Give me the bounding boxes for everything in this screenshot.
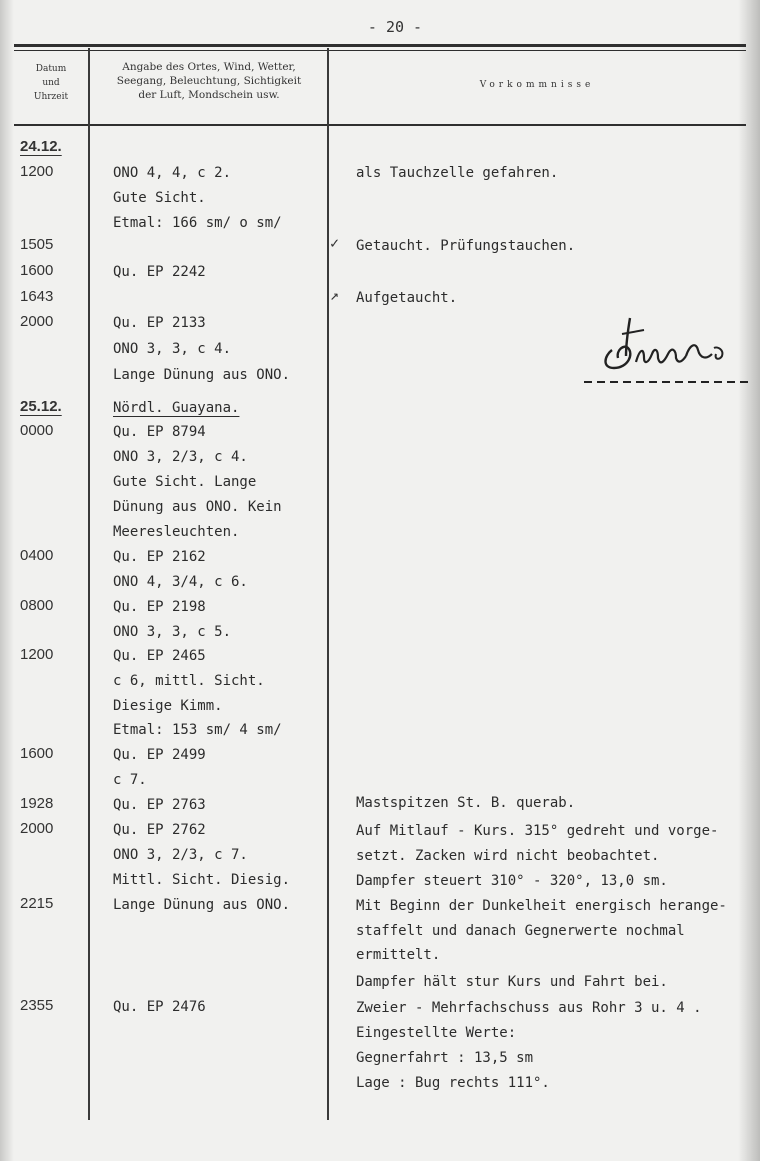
location-line: Dünung aus ONO. Kein	[113, 499, 282, 515]
time-entry: 2000	[20, 313, 54, 330]
location-line: Qu. EP 2476	[113, 999, 206, 1015]
event-line: ermittelt.	[356, 947, 441, 963]
location-line: Qu. EP 2133	[113, 315, 206, 331]
page-edge-shadow-right	[738, 0, 760, 1161]
event-line: Mastspitzen St. B. querab.	[356, 795, 576, 811]
event-line: Zweier - Mehrfachschuss aus Rohr 3 u. 4 .	[356, 1000, 702, 1016]
header-ort-line-1: Angabe des Ortes, Wind, Wetter,	[122, 61, 296, 73]
location-line: ONO 4, 3/4, c 6.	[113, 574, 248, 590]
arrow-mark-icon: ↗	[330, 286, 340, 304]
location-line: Mittl. Sicht. Diesig.	[113, 872, 291, 888]
location-line: Diesige Kimm.	[113, 698, 223, 714]
event-line: Auf Mitlauf - Kurs. 315° gedreht und vorge-	[356, 823, 719, 839]
event-line: Getaucht. Prüfungstauchen.	[356, 238, 576, 254]
event-line: Mit Beginn der Dunkelheit energisch herange-	[356, 898, 727, 914]
location-line: Qu. EP 2242	[113, 264, 206, 280]
time-entry: 1600	[20, 262, 54, 279]
header-datum-uhrzeit	[18, 62, 84, 104]
top-rule-thin	[14, 50, 746, 51]
time-entry: 1928	[20, 795, 54, 812]
page-number: - 20 -	[367, 18, 423, 36]
event-line: staffelt und danach Gegnerwerte nochmal	[356, 923, 685, 939]
location-line: Qu. EP 2499	[113, 747, 206, 763]
event-line: Gegnerfahrt : 13,5 sm	[356, 1050, 534, 1066]
time-entry: 1643	[20, 288, 54, 305]
time-entry: 1200	[20, 646, 54, 663]
column-divider-2	[327, 48, 329, 1120]
location-line: Qu. EP 2465	[113, 648, 206, 664]
header-datum: Datum	[35, 64, 67, 74]
location-line: ONO 4, 4, c 2.	[113, 165, 232, 181]
top-rule	[14, 44, 746, 47]
location-line: Gute Sicht.	[113, 190, 206, 206]
time-entry: 0000	[20, 422, 54, 439]
location-line: Meeresleuchten.	[113, 524, 240, 540]
location-region-title: Nördl. Guayana.	[113, 400, 240, 416]
header-ort-line-2: Seegang, Beleuchtung, Sichtigkeit	[116, 75, 302, 87]
header-ort-line-3: der Luft, Mondschein usw.	[138, 89, 280, 101]
time-entry: 0400	[20, 547, 54, 564]
date-24-12: 24.12.	[20, 138, 62, 155]
header-rule	[14, 124, 746, 126]
location-line: c 7.	[113, 772, 147, 788]
event-line: Dampfer steuert 310° - 320°, 13,0 sm.	[356, 873, 668, 889]
time-entry: 2215	[20, 895, 54, 912]
location-line: Gute Sicht. Lange	[113, 474, 257, 490]
time-entry: 2000	[20, 820, 54, 837]
location-line: Etmal: 166 sm/ o sm/	[113, 215, 282, 231]
event-line: Dampfer hält stur Kurs und Fahrt bei.	[356, 974, 668, 990]
location-line: Lange Dünung aus ONO.	[113, 897, 291, 913]
location-line: ONO 3, 2/3, c 4.	[113, 449, 248, 465]
handwritten-signature	[582, 310, 752, 390]
check-mark-icon: ✓	[330, 234, 340, 252]
header-vorkommnisse: Vorkommnisse	[479, 80, 595, 90]
header-ort-wetter	[94, 60, 324, 102]
location-line: Lange Dünung aus ONO.	[113, 367, 291, 383]
location-line: Qu. EP 2198	[113, 599, 206, 615]
date-25-12: 25.12.	[20, 398, 62, 415]
header-und: und	[42, 78, 60, 88]
event-line: Aufgetaucht.	[356, 290, 458, 306]
time-entry: 1505	[20, 236, 54, 253]
column-divider-1	[88, 48, 90, 1120]
location-line: ONO 3, 3, c 5.	[113, 624, 232, 640]
location-line: Qu. EP 2762	[113, 822, 206, 838]
event-line: Lage : Bug rechts 111°.	[356, 1075, 550, 1091]
location-line: Qu. EP 8794	[113, 424, 206, 440]
time-entry: 1200	[20, 163, 54, 180]
event-line: als Tauchzelle gefahren.	[356, 165, 559, 181]
location-line: Qu. EP 2162	[113, 549, 206, 565]
event-line: Eingestellte Werte:	[356, 1025, 517, 1041]
time-entry: 0800	[20, 597, 54, 614]
page-edge-shadow-left	[0, 0, 14, 1161]
time-entry: 1600	[20, 745, 54, 762]
location-line: c 6, mittl. Sicht.	[113, 673, 265, 689]
event-line: setzt. Zacken wird nicht beobachtet.	[356, 848, 660, 864]
location-line: Qu. EP 2763	[113, 797, 206, 813]
header-uhrzeit: Uhrzeit	[33, 92, 69, 102]
location-line: ONO 3, 2/3, c 7.	[113, 847, 248, 863]
time-entry: 2355	[20, 997, 54, 1014]
location-line: ONO 3, 3, c 4.	[113, 341, 232, 357]
location-line: Etmal: 153 sm/ 4 sm/	[113, 722, 282, 738]
